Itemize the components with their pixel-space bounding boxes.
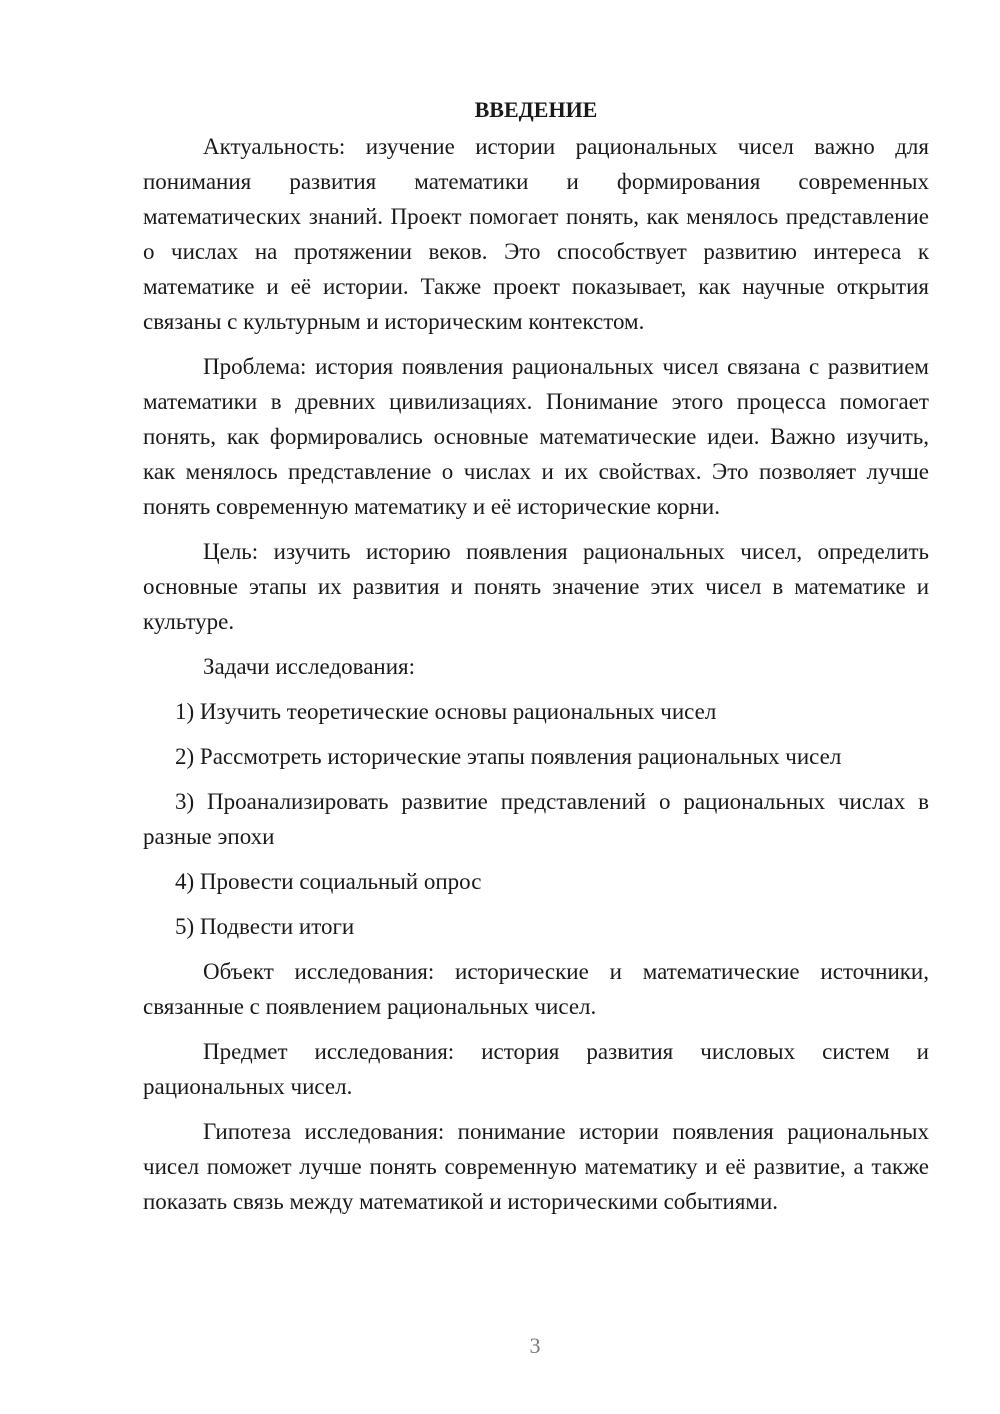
paragraph-subject: Предмет исследования: история развития числовых систем и рациональных чисел. [143, 1039, 929, 1099]
paragraph-relevance: Актуальность: изучение истории рациональных чисел важно для понимания развития математики и формирования современных математических знаний. Проект помогает понять, как менялось представление о числах на протяжении веков. Это способствует развитию интереса к математике и её истории. Также проект показывает, как научные открытия связаны с культурным и историческим контекстом. [143, 134, 929, 334]
task-item-5: 5) Подвести итоги [175, 914, 355, 939]
page-number: 3 [529, 1333, 541, 1358]
paragraph-goal: Цель: изучить историю появления рациональных чисел, определить основные этапы их развития и понять значение этих чисел в математике и культуре. [143, 539, 929, 634]
task-item-3: 3) Проанализировать развитие представлений о рациональных числах в разные эпохи [143, 789, 929, 849]
tasks-heading: Задачи исследования: [203, 654, 416, 679]
paragraph-object: Объект исследования: исторические и математические источники, связанные с появлением рациональных чисел. [143, 959, 929, 1019]
task-item-1: 1) Изучить теоретические основы рациональных чисел [175, 699, 717, 724]
page-title: ВВЕДЕНИЕ [474, 97, 598, 122]
document-page [143, 92, 929, 1219]
paragraph-hypothesis: Гипотеза исследования: понимание истории появления рациональных чисел поможет лучше понять современную математику и её развитие, а также показать связь между математикой и историческими событиями. [143, 1119, 929, 1214]
task-item-4: 4) Провести социальный опрос [175, 869, 482, 894]
task-item-2: 2) Рассмотреть исторические этапы появления рациональных чисел [175, 744, 842, 769]
paragraph-problem: Проблема: история появления рациональных чисел связана с развитием математики в древних цивилизациях. Понимание этого процесса помогает понять, как формировались основные математические идеи. Важно изучить, как менялось представление о числах и их свойствах. Это позволяет лучше понять современную математику и её исторические корни. [143, 354, 929, 519]
